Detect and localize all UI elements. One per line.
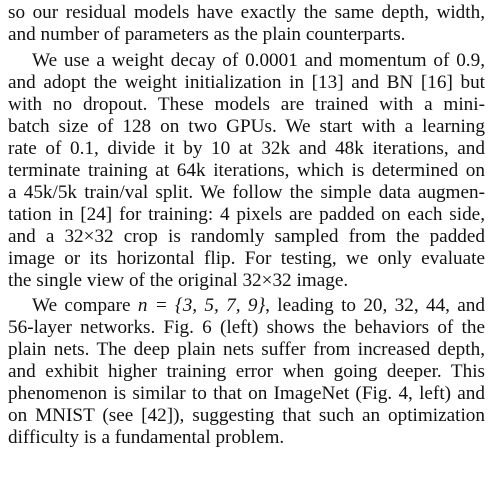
text-line: batch size of 128 on two GPUs. We start with a learning xyxy=(8,116,485,137)
text-line: the single view of the original 32×32 image. xyxy=(8,270,349,291)
text-line: and adopt the weight initialization in [13] and BN [16] but xyxy=(8,72,485,93)
text-segment: We compare xyxy=(32,295,138,316)
text-line: and a 32×32 crop is randomly sampled from the padded xyxy=(8,226,485,247)
text-segment: , leading to 20, 32, 44, and xyxy=(265,295,485,316)
text-line: so our residual models have exactly the same depth, width, xyxy=(8,2,485,23)
text-line: with no dropout. These models are trained with a mini- xyxy=(8,94,485,115)
text-line: rate of 0.1, divide it by 10 at 32k and 48k iterations, and xyxy=(8,138,485,159)
text-line: on MNIST (see [42]), suggesting that such an optimization xyxy=(8,405,485,426)
text-line: We use a weight decay of 0.0001 and momentum of 0.9, xyxy=(32,50,485,71)
text-line: image or its horizontal flip. For testing, we only evaluate xyxy=(8,248,485,269)
text-line: phenomenon is similar to that on ImageNet (Fig. 4, left) and xyxy=(8,383,485,404)
text-line: and exhibit higher training error when going deeper. This xyxy=(8,361,485,382)
text-line: a 45k/5k train/val split. We follow the simple data augmen- xyxy=(8,182,485,203)
text-line: difficulty is a fundamental problem. xyxy=(8,427,285,448)
text-line: and number of parameters as the plain counterparts. xyxy=(8,24,406,45)
text-line: tation in [24] for training: 4 pixels are padded on each side, xyxy=(8,204,485,225)
text-line-with-math xyxy=(32,295,485,317)
text-line: 56-layer networks. Fig. 6 (left) shows the behaviors of the xyxy=(8,317,485,338)
text-line: plain nets. The deep plain nets suffer from increased depth, xyxy=(8,339,485,360)
text-line: terminate training at 64k iterations, which is determined on xyxy=(8,160,485,181)
math-expression: n = {3, 5, 7, 9} xyxy=(137,295,266,316)
